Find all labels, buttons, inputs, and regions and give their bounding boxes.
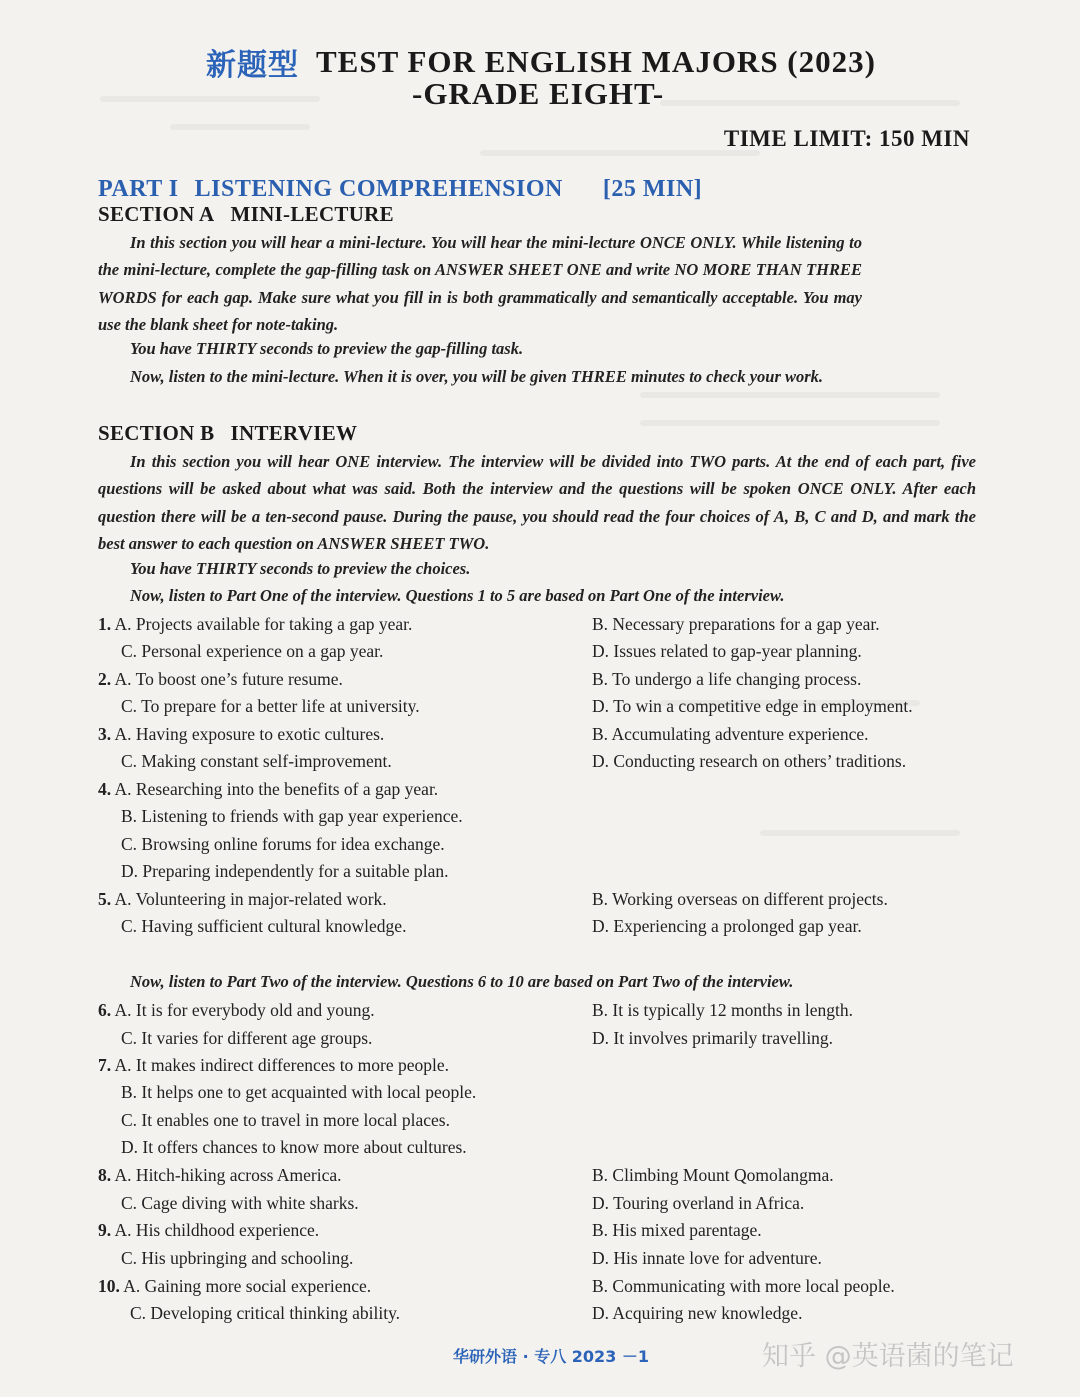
question-5-option-b: B. Working overseas on different projects. <box>592 889 888 909</box>
question-number: 1. <box>98 614 112 634</box>
question-8-option-c: C. Cage diving with white sharks. <box>121 1193 359 1213</box>
question-6-option-d: D. It involves primarily travelling. <box>592 1028 834 1048</box>
part-one-intro: Now, listen to Part One of the interview. Questions 1 to 5 are based on Part One of the interview. <box>130 586 785 605</box>
question-9-option-d: D. His innate love for adventure. <box>592 1248 822 1268</box>
question-4-option-c: C. Browsing online forums for idea exchange. <box>121 834 445 854</box>
question-8-option-a <box>98 1165 342 1186</box>
question-4-option-b: B. Listening to friends with gap year experience. <box>121 806 463 826</box>
section-b-heading <box>98 421 357 446</box>
option-text: A. Hitch-hiking across America. <box>114 1165 342 1185</box>
section-a-label: SECTION A <box>98 202 215 226</box>
question-8-option-b: B. Climbing Mount Qomolangma. <box>592 1165 834 1185</box>
question-3-option-c: C. Making constant self-improvement. <box>121 751 392 771</box>
question-number: 3. <box>98 724 112 744</box>
new-format-tag: 新题型 <box>206 48 299 83</box>
option-text: A. Researching into the benefits of a gap year. <box>114 779 439 799</box>
part-duration: [25 MIN] <box>602 176 703 202</box>
question-number: 8. <box>98 1165 112 1185</box>
question-3-option-a <box>98 724 384 745</box>
question-number: 7. <box>98 1055 112 1075</box>
question-number: 9. <box>98 1220 112 1240</box>
section-b-label: SECTION B <box>98 421 215 445</box>
question-7-option-c: C. It enables one to travel in more local places. <box>121 1110 450 1130</box>
question-2-option-d: D. To win a competitive edge in employment. <box>592 696 913 716</box>
watermark: 知乎 @英语菌的笔记 <box>762 1341 1014 1372</box>
question-number: 6. <box>98 1000 112 1020</box>
section-a-heading <box>98 202 394 227</box>
question-7-option-d: D. It offers chances to know more about cultures. <box>121 1137 467 1157</box>
question-1-option-c: C. Personal experience on a gap year. <box>121 641 384 661</box>
question-7-option-a <box>98 1055 449 1076</box>
question-2-option-c: C. To prepare for a better life at university. <box>121 696 420 716</box>
question-4-option-a <box>98 779 438 800</box>
page-footer: 华研外语 · 专八 2023 －1 <box>453 1347 650 1366</box>
part-name: LISTENING COMPREHENSION <box>194 176 563 202</box>
question-4-option-d: D. Preparing independently for a suitable plan. <box>121 861 449 881</box>
part-two-intro: Now, listen to Part Two of the interview. Questions 6 to 10 are based on Part Two of the interview. <box>130 972 794 991</box>
option-text: A. It makes indirect differences to more people. <box>114 1055 450 1075</box>
section-a-instruction-text: In this section you will hear a mini-lecture. You will hear the mini-lecture ONCE ONLY. While listening to the mini-lecture, complete the gap-filling task on ANSWER SHEET ONE and write NO MORE THAN THREE WORDS for each gap. Make sure what you fill in is both grammatically and semantically acceptable. You may use the blank sheet for note-taking. <box>98 233 862 334</box>
question-9-option-b: B. His mixed parentage. <box>592 1220 762 1240</box>
question-6-option-c: C. It varies for different age groups. <box>121 1028 373 1048</box>
section-b-name: INTERVIEW <box>230 421 358 445</box>
section-a-instructions <box>98 229 862 338</box>
question-3-option-d: D. Conducting research on others’ traditions. <box>592 751 907 771</box>
question-number: 2. <box>98 669 112 689</box>
option-text: A. To boost one’s future resume. <box>114 669 343 689</box>
question-10-option-d: D. Acquiring new knowledge. <box>592 1303 803 1323</box>
section-b-instruction-text: In this section you will hear ONE interview. The interview will be divided into TWO parts. At the end of each part, five questions will be asked about what was said. Both the interview and the questions will be spoken ONCE ONLY. After each question there will be a ten-second pause. During the pause, you should read the four choices of A, B, C and D, and mark the best answer to each question on ANSWER SHEET TWO. <box>98 452 976 553</box>
section-a-name: MINI-LECTURE <box>230 202 394 226</box>
question-6-option-b: B. It is typically 12 months in length. <box>592 1000 854 1020</box>
question-7-option-b: B. It helps one to get acquainted with local people. <box>121 1082 477 1102</box>
question-10-option-b: B. Communicating with more local people. <box>592 1276 895 1296</box>
exam-title: TEST FOR ENGLISH MAJORS (2023) <box>316 44 876 79</box>
question-9-option-c: C. His upbringing and schooling. <box>121 1248 354 1268</box>
option-text: A. His childhood experience. <box>114 1220 320 1240</box>
question-10-option-c: C. Developing critical thinking ability. <box>130 1303 401 1323</box>
section-b-instructions <box>98 448 976 557</box>
question-10-option-a <box>98 1276 371 1297</box>
option-text: A. It is for everybody old and young. <box>114 1000 375 1020</box>
part-label: PART I <box>98 176 179 202</box>
section-a-preview: You have THIRTY seconds to preview the gap-filling task. <box>130 339 524 358</box>
question-1-option-b: B. Necessary preparations for a gap year. <box>592 614 880 634</box>
question-2-option-a <box>98 669 343 690</box>
question-5-option-a <box>98 889 387 910</box>
section-b-preview: You have THIRTY seconds to preview the choices. <box>130 559 471 578</box>
option-text: A. Projects available for taking a gap year. <box>114 614 413 634</box>
part-heading <box>98 176 702 203</box>
question-number: 5. <box>98 889 112 909</box>
question-5-option-d: D. Experiencing a prolonged gap year. <box>592 916 862 936</box>
time-limit: TIME LIMIT: 150 MIN <box>723 126 970 151</box>
option-text: A. Having exposure to exotic cultures. <box>114 724 385 744</box>
question-5-option-c: C. Having sufficient cultural knowledge. <box>121 916 407 936</box>
question-number: 4. <box>98 779 112 799</box>
question-6-option-a <box>98 1000 375 1021</box>
question-number: 10. <box>98 1276 120 1296</box>
question-8-option-d: D. Touring overland in Africa. <box>592 1193 805 1213</box>
question-1-option-a <box>98 614 412 635</box>
question-2-option-b: B. To undergo a life changing process. <box>592 669 862 689</box>
exam-subtitle: -GRADE EIGHT- <box>412 76 665 111</box>
question-1-option-d: D. Issues related to gap-year planning. <box>592 641 862 661</box>
section-a-listen: Now, listen to the mini-lecture. When it is over, you will be given THREE minutes to check your work. <box>130 367 824 386</box>
question-9-option-a <box>98 1220 319 1241</box>
question-3-option-b: B. Accumulating adventure experience. <box>592 724 869 744</box>
option-text: A. Volunteering in major-related work. <box>114 889 387 909</box>
option-text: A. Gaining more social experience. <box>123 1276 372 1296</box>
